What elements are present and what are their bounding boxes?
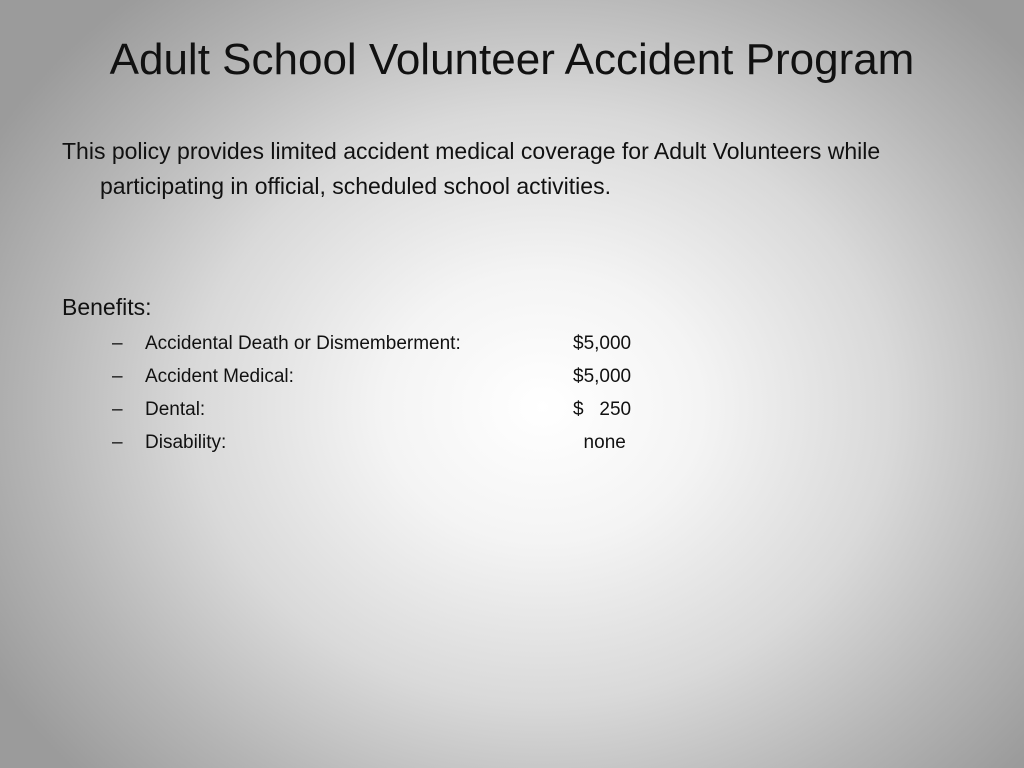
slide-title: Adult School Volunteer Accident Program	[109, 35, 915, 84]
bullet-dash: –	[112, 399, 123, 420]
bullet-dash: –	[112, 333, 123, 354]
benefit-value: $5,000	[573, 366, 632, 387]
benefit-value: $ 250	[573, 399, 632, 420]
benefit-label: Accidental Death or Dismemberment:	[145, 333, 461, 354]
intro-paragraph: This policy provides limited accident medical coverage for Adult Volunteers while participating in official, scheduled school activities.	[62, 138, 881, 199]
benefit-label: Disability:	[145, 432, 227, 453]
benefit-label: Accident Medical:	[145, 366, 294, 387]
benefit-value: none	[573, 432, 626, 453]
benefits-heading: Benefits:	[62, 294, 152, 320]
bullet-dash: –	[112, 432, 123, 453]
bullet-dash: –	[112, 366, 123, 387]
benefit-label: Dental:	[145, 399, 206, 420]
benefit-value: $5,000	[573, 333, 632, 354]
